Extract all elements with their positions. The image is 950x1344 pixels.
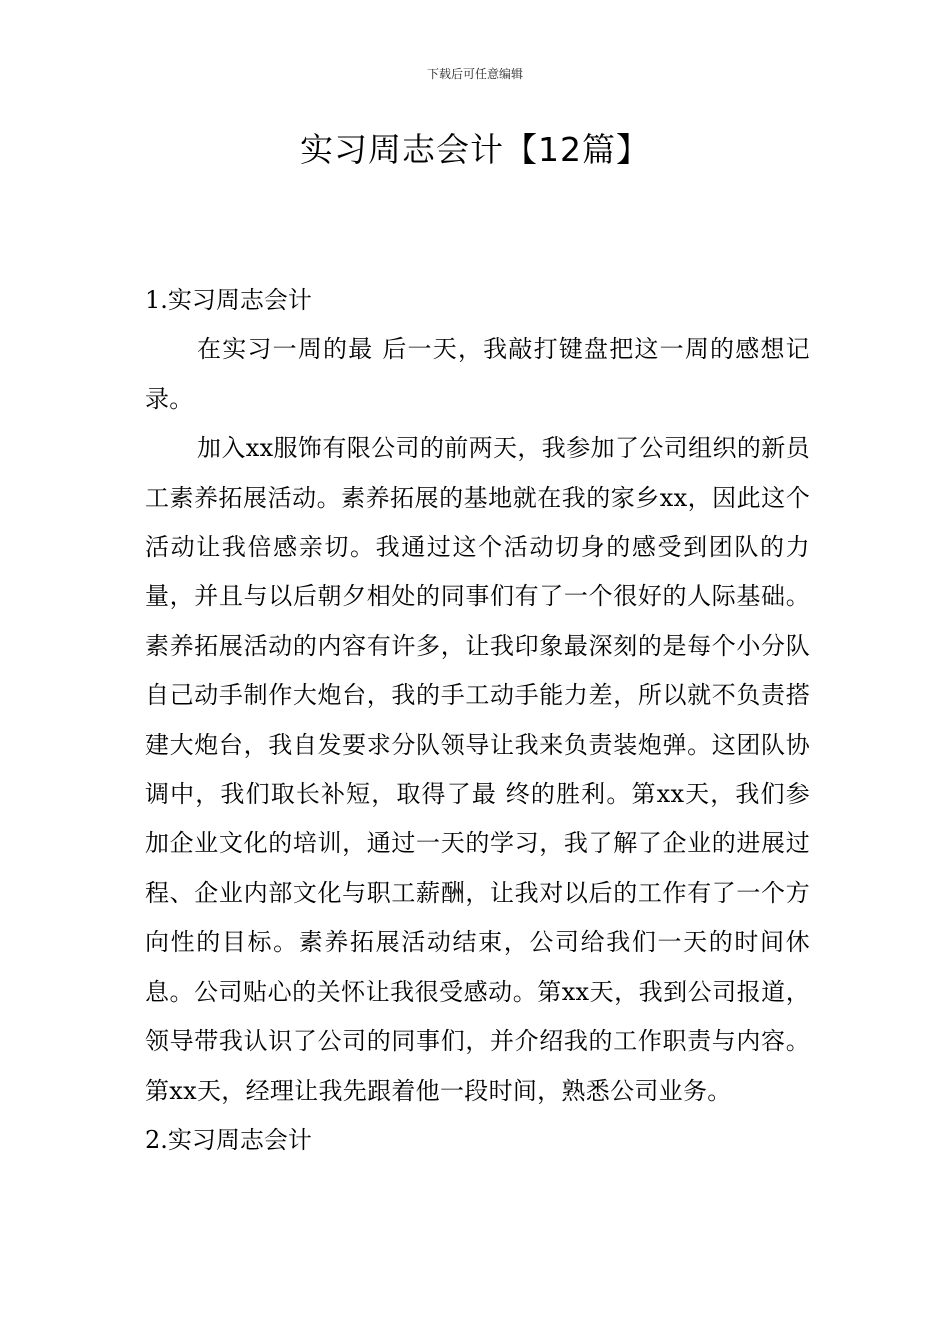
section-2 (145, 1116, 810, 1165)
paragraph: 加入xx服饰有限公司的前两天，我参加了公司组织的新员工素养拓展活动。素养拓展的基地就在我的家乡xx，因此这个活动让我倍感亲切。我通过这个活动切身的感受到团队的力量，并且与以后朝夕相处的同事们有了一个很好的人际基础。素养拓展活动的内容有许多，让我印象最深刻的是每个小分队自己动手制作大炮台，我的手工动手能力差，所以就不负责搭建大炮台，我自发要求分队领导让我来负责装炮弹。这团队协调中，我们取长补短，取得了最 终的胜利。第xx天，我们参加企业文化的培训，通过一天的学习，我了解了企业的进展过程、企业内部文化与职工薪酬，让我对以后的工作有了一个方向性的目标。素养拓展活动结束，公司给我们一天的时间休息。公司贴心的关怀让我很受感动。第xx天，我到公司报道，领导带我认识了公司的同事们，并介绍我的工作职责与内容。第xx天，经理让我先跟着他一段时间，熟悉公司业务。 (145, 434, 810, 1105)
paragraph: 在实习一周的最 后一天，我敲打键盘把这一周的感想记录。 (145, 335, 810, 413)
header-note: 下载后可任意编辑 (426, 67, 523, 81)
document-title: 实习周志会计【12篇】 (300, 130, 650, 169)
document-body (145, 276, 810, 1165)
section-heading: 1.实习周志会计 (145, 286, 312, 314)
section-1 (145, 276, 810, 1116)
section-heading: 2.实习周志会计 (145, 1125, 312, 1154)
